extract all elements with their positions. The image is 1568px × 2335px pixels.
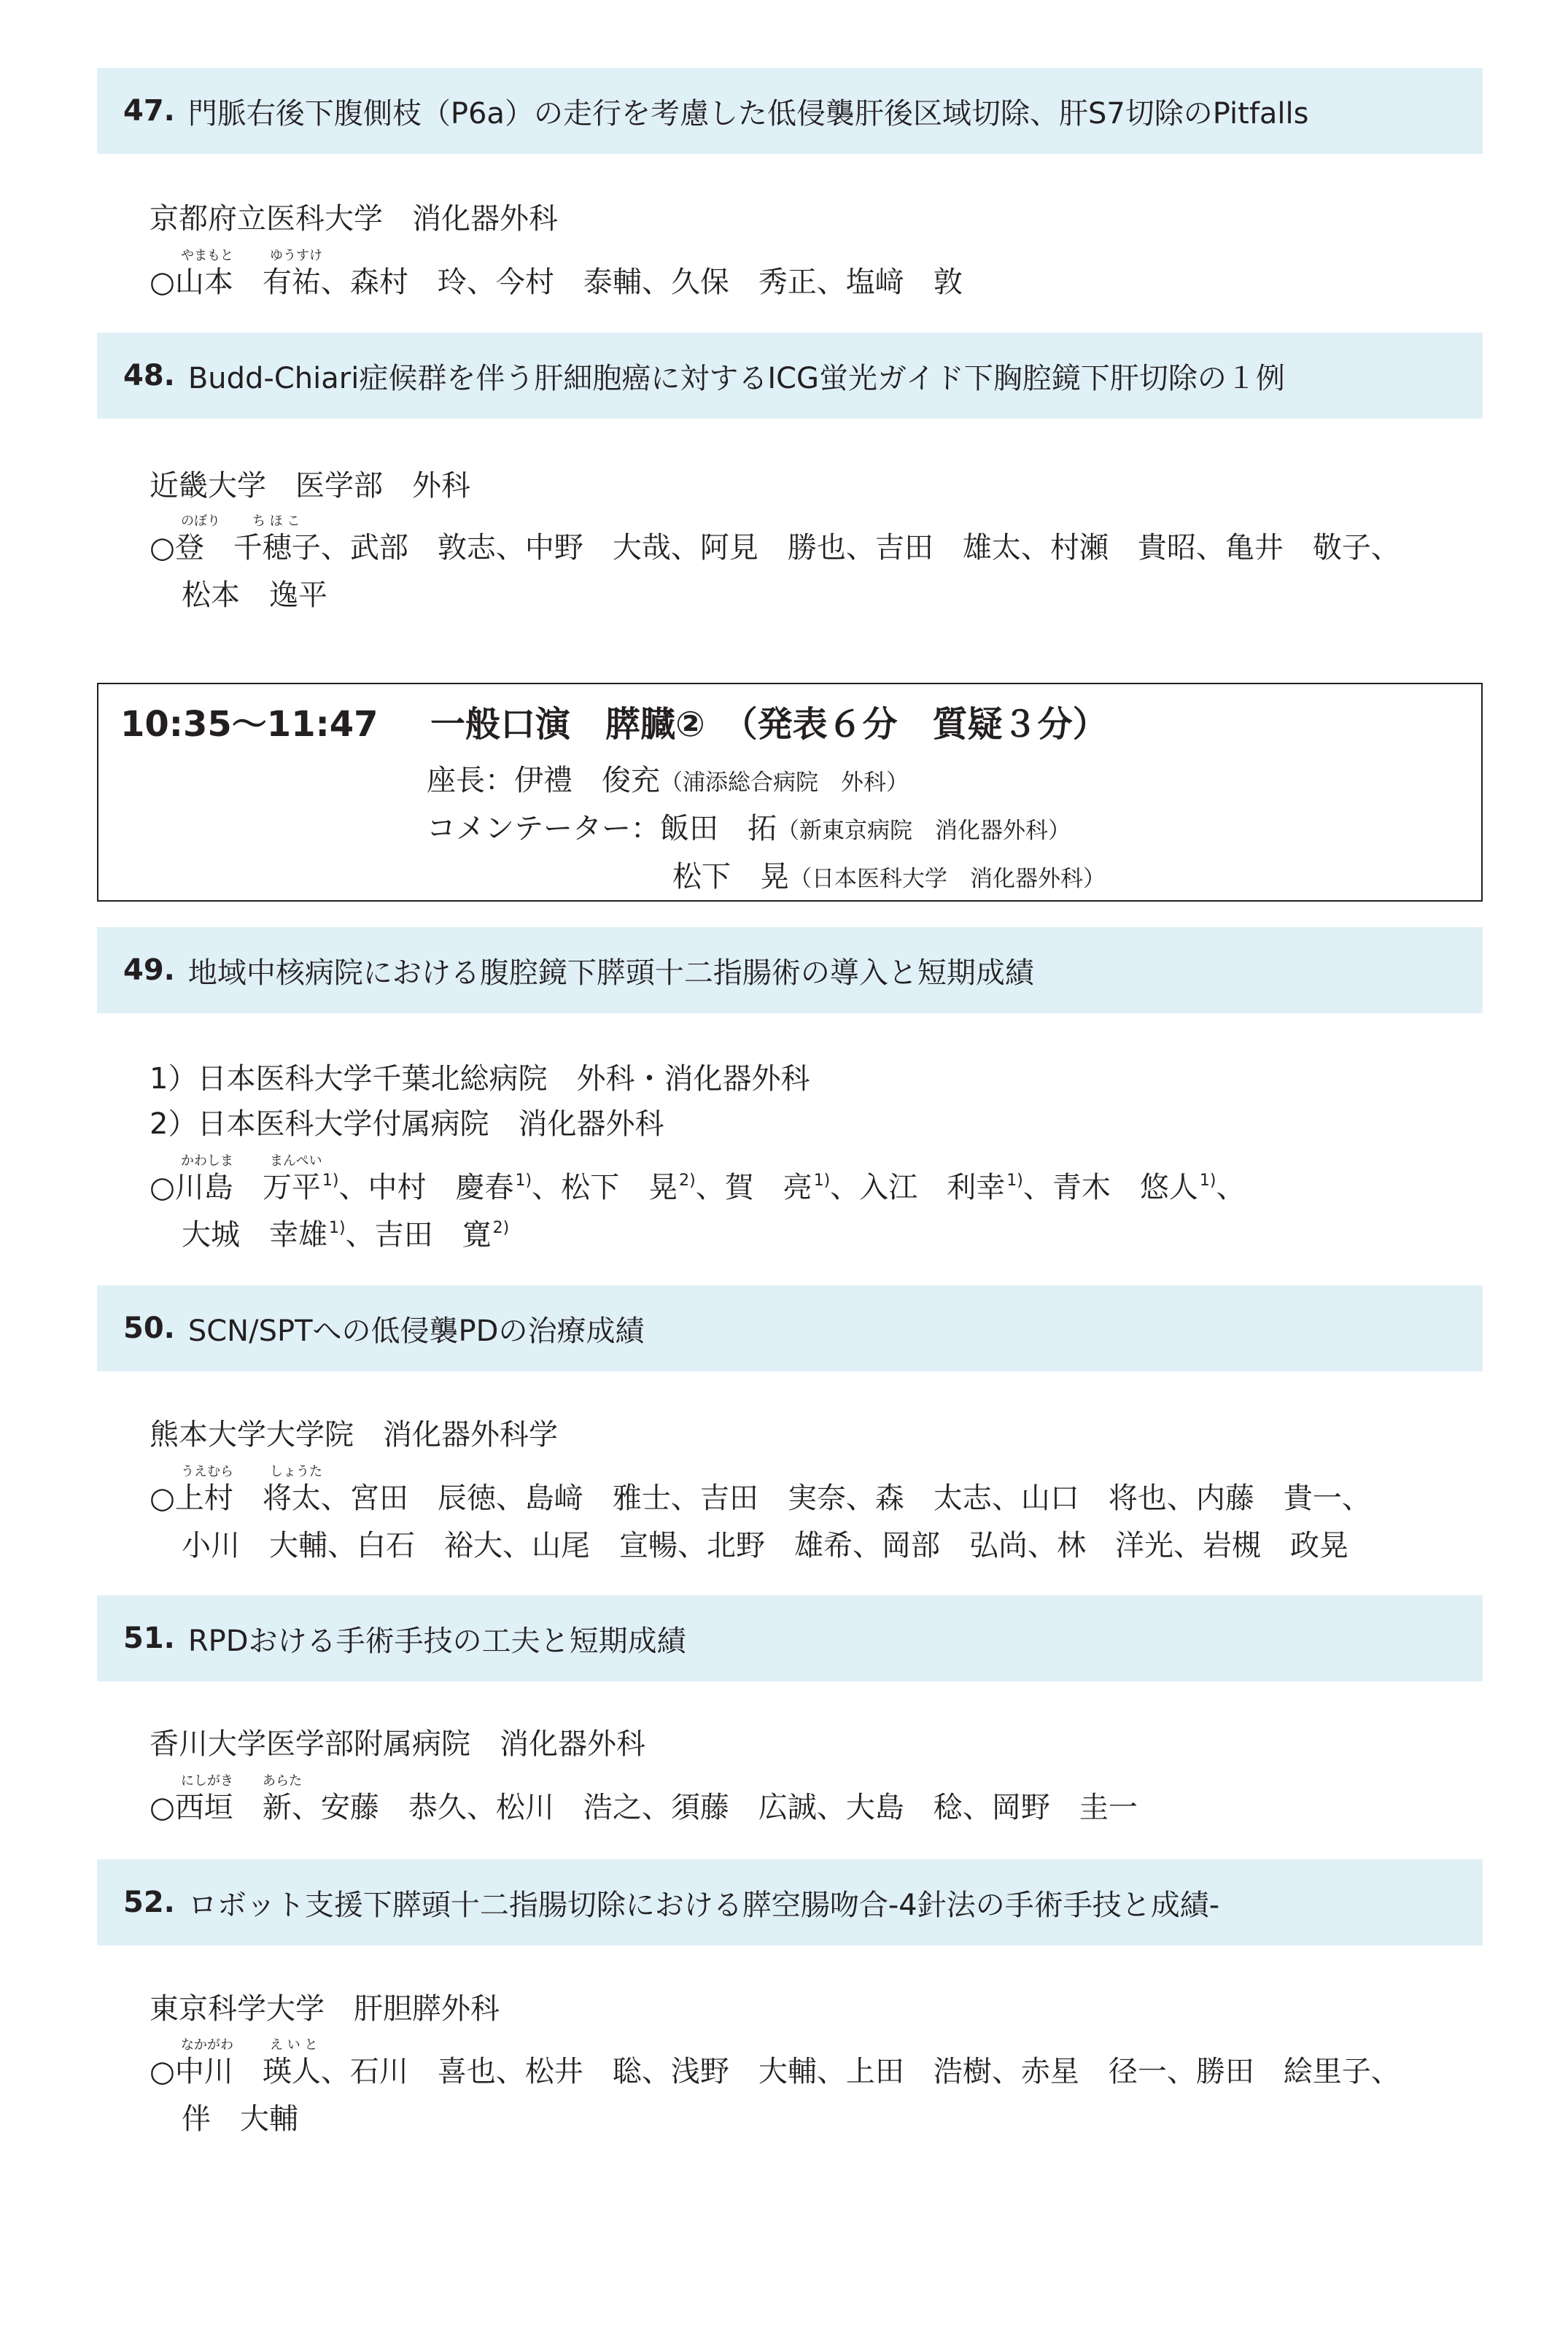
author-line: ○山本 有祐、森村 玲、今村 泰輔、久保 秀正、塩﨑 敦: [150, 266, 963, 299]
author-name: 、: [1216, 1171, 1246, 1204]
author-name: 、吉田 寛: [345, 1218, 492, 1252]
abstract-title-52: [97, 1859, 1483, 1945]
abstract-title-50: [97, 1285, 1483, 1371]
abstract-number: 51.: [123, 1622, 175, 1655]
abstract-title-text: SCN/SPTへの低侵襲PDの治療成績: [187, 1314, 645, 1348]
commentator-affiliation: （日本医科大学 消化器外科）: [789, 866, 1106, 892]
abstract-title-text: 地域中核病院における腹腔鏡下膵頭十二指腸術の導入と短期成績: [187, 956, 1034, 990]
abstract-title-text: Budd-Chiari症候群を伴う肝細胞癌に対するICG蛍光ガイド下胸腔鏡下肝切除の１例: [187, 361, 1285, 395]
ruby-surname: やまもと: [181, 248, 233, 263]
session-time: 10:35〜11:47: [120, 704, 379, 745]
affiliation-marker: 1): [515, 1172, 532, 1190]
session-title: 一般口演 膵臓② （発表６分 質疑３分）: [430, 704, 1108, 745]
author-list: [150, 1784, 1138, 1826]
abstract-title-text: RPDおける手術手技の工夫と短期成績: [187, 1624, 686, 1658]
ruby-given: ち ほ こ: [252, 514, 300, 529]
affiliation-marker: 1): [1199, 1172, 1216, 1190]
author-name: 、松下 晃: [532, 1171, 678, 1204]
author-line: 松本 逸平: [182, 578, 327, 612]
author-name: 大城 幸雄: [182, 1218, 327, 1252]
session-chair: [427, 757, 909, 799]
abstract-number: 50.: [123, 1312, 175, 1345]
author-list: [150, 1475, 1371, 1564]
author-line: [150, 1164, 1245, 1206]
ruby-surname: かわしま: [181, 1153, 233, 1169]
author-name: ○川島 万平: [150, 1171, 321, 1204]
abstract-title-48: [97, 333, 1483, 419]
affiliation: 1）日本医科大学千葉北総病院 外科・消化器外科: [150, 1062, 810, 1096]
ruby-surname: なかがわ: [181, 2037, 233, 2053]
affiliation-marker: 2): [679, 1172, 696, 1190]
author-list: [150, 2048, 1400, 2137]
author-line: ○上村 将太、宮田 辰徳、島﨑 雅士、吉田 実奈、森 太志、山口 将也、内藤 貴一、: [150, 1482, 1371, 1515]
ruby-given: あらた: [263, 1773, 302, 1789]
ruby-given: まんぺい: [270, 1153, 322, 1169]
author-line: ○登 千穂子、武部 敦志、中野 大哉、阿見 勝也、吉田 雄太、村瀬 貴昭、亀井 敬子、: [150, 531, 1400, 565]
abstract-title-47: [97, 68, 1483, 154]
abstract-title-49: [97, 927, 1483, 1013]
author-name: 、賀 亮: [695, 1171, 812, 1204]
author-line: [150, 1212, 1245, 1253]
abstract-title-51: [97, 1595, 1483, 1681]
abstract-number: 48.: [123, 359, 175, 392]
author-name: 、中村 慶春: [338, 1171, 514, 1204]
author-line: ○中川 瑛人、石川 喜也、松井 聡、浅野 大輔、上田 浩樹、赤星 径一、勝田 絵里子、: [150, 2055, 1400, 2088]
abstract-number: 49.: [123, 953, 175, 987]
author-list: [150, 524, 1400, 613]
abstract-title-text: 門脈右後下腹側枝（P6a）の走行を考慮した低侵襲肝後区域切除、肝S7切除のPitfalls: [187, 96, 1309, 131]
author-list: [150, 259, 963, 301]
affiliation: 熊本大学大学院 消化器外科学: [150, 1418, 558, 1452]
session-commentator: [427, 805, 1071, 847]
ruby-surname: のぼり: [181, 514, 220, 529]
affiliation: 香川大学医学部附属病院 消化器外科: [150, 1727, 645, 1761]
session-commentator-2: [672, 853, 1106, 895]
affiliation-marker: 1): [322, 1172, 339, 1190]
author-name: 、入江 利幸: [830, 1171, 1006, 1204]
commentator-affiliation: （新東京病院 消化器外科）: [777, 818, 1071, 844]
affiliation: 2）日本医科大学付属病院 消化器外科: [150, 1107, 664, 1141]
ruby-given: しょうた: [270, 1464, 322, 1479]
affiliation-marker: 1): [1006, 1172, 1023, 1190]
ruby-given: ゆうすけ: [270, 248, 322, 263]
affiliation-marker: 2): [492, 1219, 510, 1237]
ruby-given: え い と: [270, 2037, 318, 2053]
commentator-name: コメンテーター：飯田 拓: [427, 812, 777, 845]
ruby-surname: にしがき: [181, 1773, 233, 1789]
affiliation-marker: 1): [813, 1172, 831, 1190]
author-name: 、青木 悠人: [1022, 1171, 1198, 1204]
affiliation: 東京科学大学 肝胆膵外科: [150, 1992, 500, 2026]
author-line: 伴 大輔: [182, 2102, 298, 2136]
author-list: [150, 1164, 1245, 1253]
abstract-number: 47.: [123, 94, 175, 128]
session-header-box: [97, 683, 1483, 902]
affiliation: 京都府立医科大学 消化器外科: [150, 202, 558, 236]
author-line: ○西垣 新、安藤 恭久、松川 浩之、須藤 広誠、大島 稔、岡野 圭一: [150, 1791, 1138, 1824]
affiliation: 近畿大学 医学部 外科: [150, 469, 470, 503]
abstract-title-text: ロボット支援下膵頭十二指腸切除における膵空腸吻合-4針法の手術手技と成績-: [187, 1888, 1220, 1922]
chair-affiliation: （浦添総合病院 外科）: [660, 770, 909, 796]
chair-name: 座長：伊禮 俊充: [427, 764, 660, 797]
commentator-name: 松下 晃: [672, 860, 789, 894]
author-line: 小川 大輔、白石 裕大、山尾 宣暢、北野 雄希、岡部 弘尚、林 洋光、岩槻 政晃: [182, 1529, 1348, 1563]
abstract-number: 52.: [123, 1886, 175, 1919]
affiliation-marker: 1): [329, 1219, 346, 1237]
ruby-surname: うえむら: [181, 1464, 233, 1479]
